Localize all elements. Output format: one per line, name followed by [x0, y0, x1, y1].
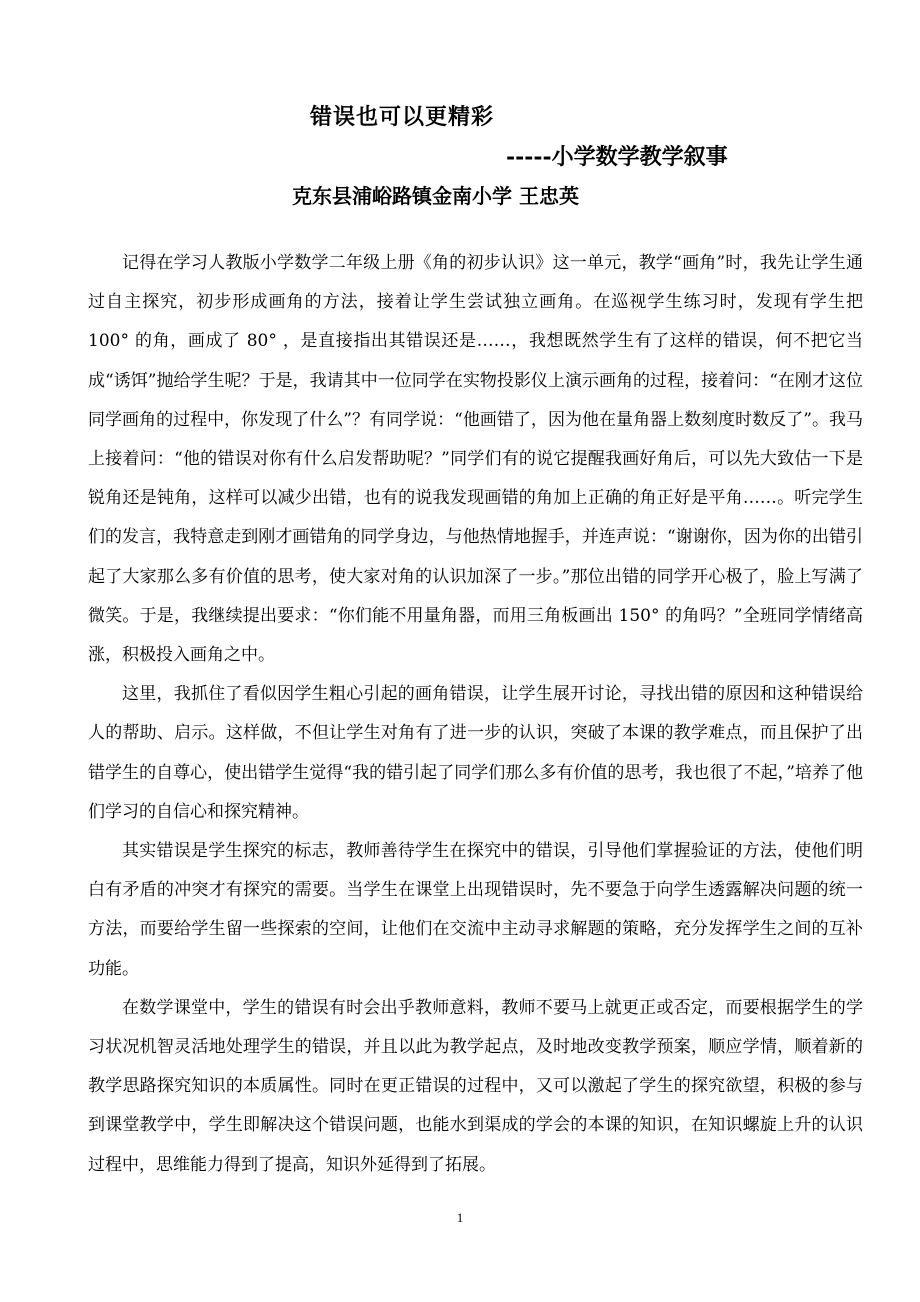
paragraph-3: 其实错误是学生探究的标志，教师善待学生在探究中的错误，引导他们掌握验证的方法，使他们明白有矛盾的冲突才有探究的需要。当学生在课堂上出现错误时，先不要急于向学生透露解决问题的统一方法，而要给学生留一些探索的空间，让他们在交流中主动寻求解题的策略，充分发挥学生之间的互补功能。 [88, 841, 863, 979]
paragraph-1: 记得在学习人教版小学数学二年级上册《角的初步认识》这一单元，教学“画角”时，我先让学生通过自主探究，初步形成画角的方法，接着让学生尝试独立画角。在巡视学生练习时，发现有学生把 100° 的角，画成了 80° ，是直接指出其错误还是……，我想既然学生有了这样的错误，何不把它当成“诱饵”抛给学生呢？于是，我请其中一位同学在实物投影仪上演示画角的过程，接着问：“在刚才这位同学画角的过程中，你发现了什么”？有同学说：“他画错了，因为他在量角器上数刻度时数反了”。我马上接着问：“他的错误对你有什么启发帮助呢？”同学们有的说它提醒我画好角后，可以先大致估一下是锐角还是钝角，这样可以减少出错，也有的说我发现画错的角加上正确的角正好是平角……。听完学生们的发言，我特意走到刚才画错角的同学身边，与他热情地握手，并连声说：“谢谢你，因为你的出错引起了大家那么多有价值的思考，使大家对角的认识加深了一步。”那位出错的同学开心极了，脸上写满了微笑。于是，我继续提出要求：“你们能不用量角器，而用三角板画出 150° 的角吗？”全班同学情绪高涨，积极投入画角之中。 [88, 253, 863, 666]
document-title: 错误也可以更精彩 [310, 104, 495, 130]
document-subtitle: -----小学数学教学叙事 [506, 144, 728, 170]
author-line: 克东县浦峪路镇金南小学 王忠英 [292, 184, 579, 208]
paragraph-2: 这里，我抓住了看似因学生粗心引起的画角错误，让学生展开讨论，寻找出错的原因和这种错误给人的帮助、启示。这样做，不但让学生对角有了进一步的认识，突破了本课的教学难点，而且保护了出错学生的自尊心，使出错学生觉得“我的错引起了同学们那么多有价值的思考，我也很了不起，”培养了他们学习的自信心和探究精神。 [88, 684, 863, 822]
body-text [88, 244, 863, 1185]
paragraph-4: 在数学课堂中，学生的错误有时会出乎教师意料，教师不要马上就更正或否定，而要根据学生的学习状况机智灵活地处理学生的错误，并且以此为教学起点，及时地改变教学预案，顺应学情，顺着新的教学思路探究知识的本质属性。同时在更正错误的过程中，又可以激起了学生的探究欲望，积极的参与到课堂教学中，学生即解决这个错误问题，也能水到渠成的学会的本课的知识，在知识螺旋上升的认识过程中，思维能力得到了提高，知识外延得到了拓展。 [88, 997, 863, 1175]
page-number: 1 [456, 1210, 464, 1225]
